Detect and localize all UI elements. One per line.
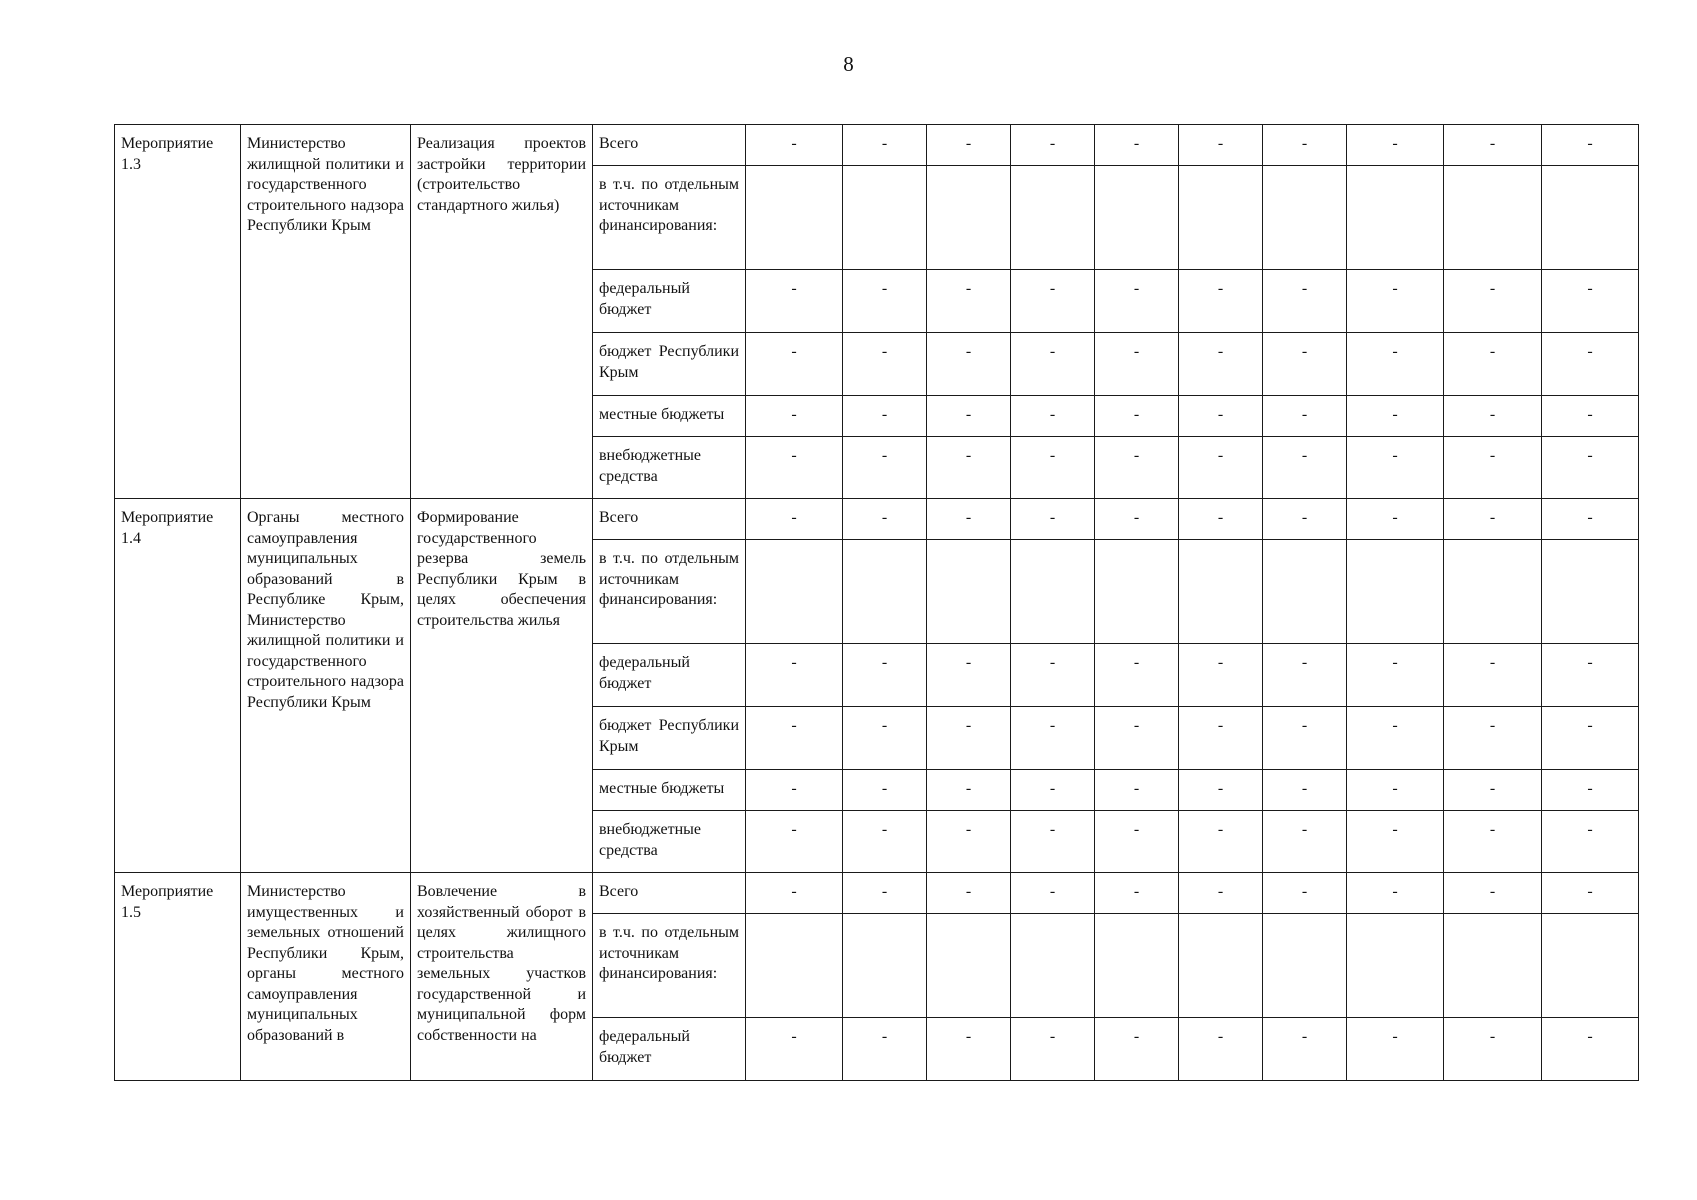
- funding-value: -: [1095, 270, 1179, 333]
- funding-value: -: [1263, 333, 1347, 396]
- funding-value: -: [927, 437, 1011, 499]
- funding-value: [1263, 540, 1347, 644]
- funding-value: -: [843, 396, 927, 437]
- funding-value: -: [1263, 396, 1347, 437]
- funding-source: в т.ч. по отдельным источникам финансирования:: [593, 166, 746, 270]
- funding-value: -: [1011, 707, 1095, 770]
- funding-value: -: [746, 873, 843, 914]
- funding-value: [843, 914, 927, 1018]
- funding-value: -: [1095, 1018, 1179, 1081]
- funding-value: -: [1179, 396, 1263, 437]
- funding-value: [1179, 166, 1263, 270]
- funding-value: -: [1179, 1018, 1263, 1081]
- funding-value: [843, 166, 927, 270]
- funding-value: -: [746, 396, 843, 437]
- funding-value: -: [1444, 644, 1542, 707]
- funding-value: -: [1444, 333, 1542, 396]
- funding-value: -: [1444, 396, 1542, 437]
- funding-value: -: [843, 644, 927, 707]
- funding-value: -: [1263, 270, 1347, 333]
- funding-value: -: [1444, 873, 1542, 914]
- funding-value: -: [1347, 125, 1444, 166]
- funding-value: -: [1179, 644, 1263, 707]
- funding-source: федеральный бюджет: [593, 270, 746, 333]
- funding-value: -: [1095, 396, 1179, 437]
- funding-value: -: [843, 499, 927, 540]
- funding-value: -: [746, 644, 843, 707]
- funding-value: -: [1542, 770, 1639, 811]
- funding-table: [114, 124, 1639, 1081]
- funding-value: -: [1011, 437, 1095, 499]
- funding-value: -: [1263, 707, 1347, 770]
- funding-source: внебюджетные средства: [593, 437, 746, 499]
- funding-value: -: [1263, 437, 1347, 499]
- funding-value: [1011, 166, 1095, 270]
- funding-value: [746, 914, 843, 1018]
- funding-value: [843, 540, 927, 644]
- funding-value: -: [1347, 873, 1444, 914]
- funding-value: -: [843, 770, 927, 811]
- funding-value: -: [843, 707, 927, 770]
- funding-value: -: [843, 437, 927, 499]
- funding-value: -: [1095, 499, 1179, 540]
- funding-value: -: [843, 873, 927, 914]
- funding-value: -: [1095, 770, 1179, 811]
- table-body: [115, 125, 1639, 1081]
- funding-value: -: [1011, 873, 1095, 914]
- funding-value: -: [927, 811, 1011, 873]
- funding-value: [1347, 166, 1444, 270]
- funding-value: -: [1542, 499, 1639, 540]
- funding-value: -: [927, 770, 1011, 811]
- funding-value: -: [927, 873, 1011, 914]
- funding-value: [1347, 914, 1444, 1018]
- funding-value: -: [1095, 811, 1179, 873]
- funding-value: -: [1263, 499, 1347, 540]
- funding-value: -: [1263, 125, 1347, 166]
- funding-value: -: [1542, 707, 1639, 770]
- funding-value: -: [927, 396, 1011, 437]
- funding-value: -: [1542, 1018, 1639, 1081]
- funding-source: в т.ч. по отдельным источникам финансирования:: [593, 540, 746, 644]
- funding-value: -: [1542, 873, 1639, 914]
- funding-value: [746, 540, 843, 644]
- measure-description: Реализация проектов застройки территории (строительство стандартного жилья): [411, 125, 593, 499]
- funding-value: -: [843, 333, 927, 396]
- funding-value: -: [1444, 1018, 1542, 1081]
- funding-value: -: [746, 270, 843, 333]
- funding-value: -: [1011, 396, 1095, 437]
- funding-value: [1444, 166, 1542, 270]
- funding-value: -: [1444, 125, 1542, 166]
- funding-value: -: [746, 437, 843, 499]
- funding-value: [1444, 540, 1542, 644]
- measure-label: Мероприятие 1.3: [115, 125, 241, 499]
- funding-value: -: [1179, 707, 1263, 770]
- funding-value: [1179, 914, 1263, 1018]
- funding-value: -: [1011, 811, 1095, 873]
- funding-value: -: [1095, 644, 1179, 707]
- funding-source: местные бюджеты: [593, 770, 746, 811]
- funding-source: федеральный бюджет: [593, 1018, 746, 1081]
- measure-label: Мероприятие 1.5: [115, 873, 241, 1081]
- funding-value: -: [746, 707, 843, 770]
- funding-value: -: [1011, 270, 1095, 333]
- funding-value: -: [1444, 770, 1542, 811]
- funding-value: -: [1444, 270, 1542, 333]
- responsible-executor: Органы местного самоуправления муниципальных образований в Республике Крым, Министерство жилищной политики и государственного строительного надзора Республики Крым: [241, 499, 411, 873]
- funding-source: внебюджетные средства: [593, 811, 746, 873]
- funding-value: -: [927, 707, 1011, 770]
- funding-value: [1542, 166, 1639, 270]
- funding-value: -: [843, 270, 927, 333]
- funding-value: -: [927, 125, 1011, 166]
- funding-value: -: [843, 811, 927, 873]
- funding-value: -: [843, 125, 927, 166]
- funding-value: [1095, 914, 1179, 1018]
- funding-value: -: [1263, 811, 1347, 873]
- funding-value: -: [1011, 125, 1095, 166]
- funding-source: Всего: [593, 873, 746, 914]
- funding-value: -: [1011, 499, 1095, 540]
- funding-value: -: [1263, 873, 1347, 914]
- funding-value: [1444, 914, 1542, 1018]
- table-row: [115, 499, 1639, 540]
- funding-value: -: [746, 770, 843, 811]
- funding-value: [1542, 540, 1639, 644]
- funding-value: -: [1263, 770, 1347, 811]
- funding-source: местные бюджеты: [593, 396, 746, 437]
- funding-value: -: [1179, 437, 1263, 499]
- responsible-executor: Министерство имущественных и земельных отношений Республики Крым, органы местного самоуправления муниципальных образований в: [241, 873, 411, 1081]
- funding-value: -: [1542, 333, 1639, 396]
- funding-value: -: [1263, 644, 1347, 707]
- funding-value: -: [927, 270, 1011, 333]
- funding-value: -: [1179, 270, 1263, 333]
- funding-value: -: [1347, 499, 1444, 540]
- funding-value: [1179, 540, 1263, 644]
- funding-value: [1347, 540, 1444, 644]
- funding-value: -: [1347, 811, 1444, 873]
- funding-value: -: [1347, 770, 1444, 811]
- measure-label: Мероприятие 1.4: [115, 499, 241, 873]
- table-row: [115, 125, 1639, 166]
- funding-value: -: [1542, 125, 1639, 166]
- funding-value: -: [1542, 437, 1639, 499]
- funding-source: федеральный бюджет: [593, 644, 746, 707]
- funding-value: -: [1347, 707, 1444, 770]
- funding-value: -: [1347, 437, 1444, 499]
- funding-value: -: [1179, 770, 1263, 811]
- funding-value: [1542, 914, 1639, 1018]
- funding-value: -: [746, 125, 843, 166]
- funding-value: -: [1095, 333, 1179, 396]
- funding-value: -: [746, 811, 843, 873]
- funding-value: -: [1444, 707, 1542, 770]
- funding-value: [1095, 540, 1179, 644]
- funding-value: -: [1347, 644, 1444, 707]
- funding-value: -: [1347, 270, 1444, 333]
- funding-value: -: [1347, 396, 1444, 437]
- funding-value: [1263, 166, 1347, 270]
- funding-value: -: [1347, 1018, 1444, 1081]
- funding-value: -: [1542, 644, 1639, 707]
- funding-value: -: [746, 1018, 843, 1081]
- funding-value: -: [1179, 873, 1263, 914]
- funding-source: Всего: [593, 125, 746, 166]
- funding-value: -: [1179, 333, 1263, 396]
- funding-value: [1011, 540, 1095, 644]
- funding-value: [927, 166, 1011, 270]
- funding-value: -: [1095, 437, 1179, 499]
- funding-value: -: [1095, 707, 1179, 770]
- funding-value: -: [927, 644, 1011, 707]
- funding-value: -: [746, 499, 843, 540]
- funding-value: -: [1095, 125, 1179, 166]
- funding-value: -: [1444, 811, 1542, 873]
- funding-value: [746, 166, 843, 270]
- funding-value: -: [1179, 811, 1263, 873]
- responsible-executor: Министерство жилищной политики и государственного строительного надзора Республики Крым: [241, 125, 411, 499]
- funding-source: бюджет Республики Крым: [593, 707, 746, 770]
- funding-value: [1095, 166, 1179, 270]
- funding-source: в т.ч. по отдельным источникам финансирования:: [593, 914, 746, 1018]
- funding-source: бюджет Республики Крым: [593, 333, 746, 396]
- funding-value: -: [1347, 333, 1444, 396]
- funding-value: -: [1011, 770, 1095, 811]
- funding-value: -: [1011, 333, 1095, 396]
- funding-value: -: [1444, 499, 1542, 540]
- funding-value: [1011, 914, 1095, 1018]
- funding-source: Всего: [593, 499, 746, 540]
- funding-value: -: [843, 1018, 927, 1081]
- funding-value: -: [1011, 644, 1095, 707]
- funding-value: -: [1179, 125, 1263, 166]
- funding-value: -: [927, 499, 1011, 540]
- page-number: 8: [843, 52, 854, 76]
- funding-value: -: [927, 1018, 1011, 1081]
- table-row: [115, 873, 1639, 914]
- measure-description: Вовлечение в хозяйственный оборот в целях жилищного строительства земельных участков государственной и муниципальной форм собственности на: [411, 873, 593, 1081]
- funding-value: -: [746, 333, 843, 396]
- funding-value: [927, 914, 1011, 1018]
- funding-value: -: [927, 333, 1011, 396]
- funding-value: -: [1011, 1018, 1095, 1081]
- funding-value: -: [1542, 811, 1639, 873]
- funding-value: -: [1444, 437, 1542, 499]
- funding-value: -: [1263, 1018, 1347, 1081]
- measure-description: Формирование государственного резерва земель Республики Крым в целях обеспечения строительства жилья: [411, 499, 593, 873]
- funding-value: [1263, 914, 1347, 1018]
- funding-value: -: [1179, 499, 1263, 540]
- funding-value: -: [1542, 270, 1639, 333]
- funding-value: -: [1095, 873, 1179, 914]
- funding-value: [927, 540, 1011, 644]
- funding-value: -: [1542, 396, 1639, 437]
